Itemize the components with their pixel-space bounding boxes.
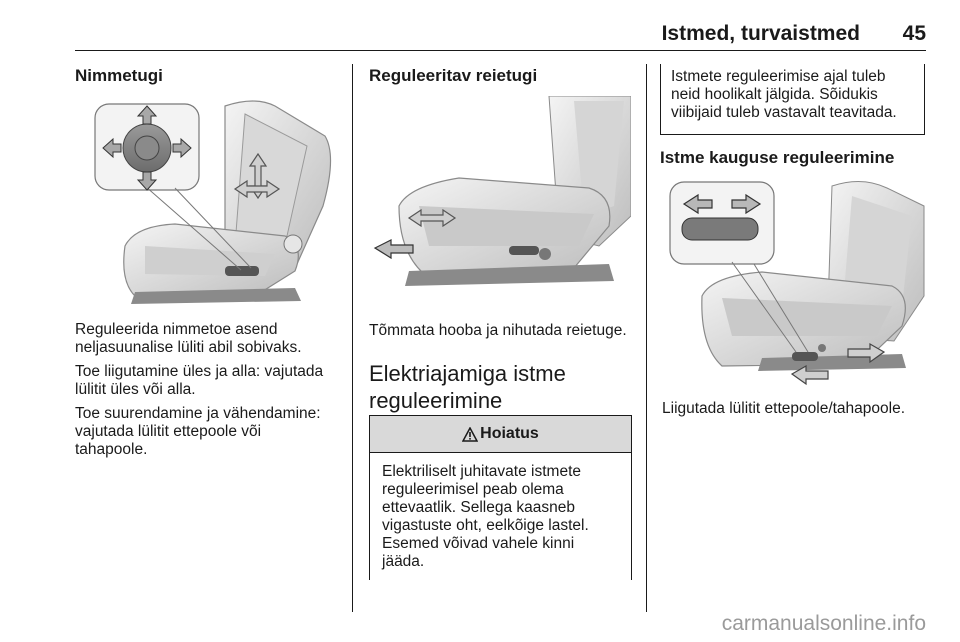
note-line: viibijaid tuleb vastavalt teavitada. [671,104,897,121]
warning-body [370,453,631,581]
warning-triangle-icon [462,427,478,442]
thigh-support-heading: Reguleeritav reietugi [369,66,538,85]
warning-line: reguleerimisel peab olema [382,481,564,498]
text-line: Reguleerida nimmetoe asend [75,321,278,338]
lumbar-support-heading: Nimmetugi [75,66,163,85]
warning-box [369,415,632,580]
lumbar-paragraph-3 [75,405,345,459]
warning-continuation-box [660,64,925,135]
seat-distance-caption: Liigutada lülitit ettepoole/tahapoole. [662,400,906,417]
warning-line: Esemed võivad vahele kinni [382,535,575,552]
text-line: lülitit üles või alla. [75,381,196,398]
thigh-seat-drawing [369,96,631,306]
lumbar-support-illustration [75,96,337,306]
text-line: Toe suurendamine ja vähendamine: [75,405,321,422]
title-line: Elektriajamiga istme [369,361,566,386]
power-seat-section-title [369,360,644,414]
column-divider-1 [352,64,353,612]
warning-line: jääda. [382,553,425,570]
title-line: reguleerimine [369,388,503,413]
warning-line: ettevaatlik. Sellega kaasneb [382,499,576,516]
page-number: 45 [902,22,926,45]
text-line: tahapoole. [75,441,148,458]
header-rule [75,50,926,51]
running-header-title: Istmed, turvaistmed [661,22,860,45]
warning-title: Hoiatus [480,425,539,442]
lumbar-seat-drawing [75,96,337,306]
warning-header [370,416,631,453]
watermark: carmanualsonline.info [721,612,926,635]
column-divider-2 [646,64,647,612]
note-line: neid hoolikalt jälgida. Sõidukis [671,86,878,103]
text-line: Toe liigutamine üles ja alla: vajutada [75,363,324,380]
thigh-support-caption: Tõmmata hooba ja nihutada reietuge. [369,322,627,339]
thigh-support-illustration [369,96,631,306]
seat-distance-illustration [662,176,926,386]
seat-distance-heading: Istme kauguse reguleerimine [660,148,895,167]
text-line: neljasuunalise lüliti abil sobivaks. [75,339,302,356]
warning-line: vigastuste oht, eelkõige lastel. [382,517,589,534]
lumbar-paragraph-2 [75,363,345,399]
distance-seat-drawing [662,176,926,386]
note-line: Istmete reguleerimise ajal tuleb [671,68,886,85]
text-line: vajutada lülitit ettepoole või [75,423,262,440]
warning-line: Elektriliselt juhitavate istmete [382,463,581,480]
lumbar-paragraph-1 [75,321,345,357]
